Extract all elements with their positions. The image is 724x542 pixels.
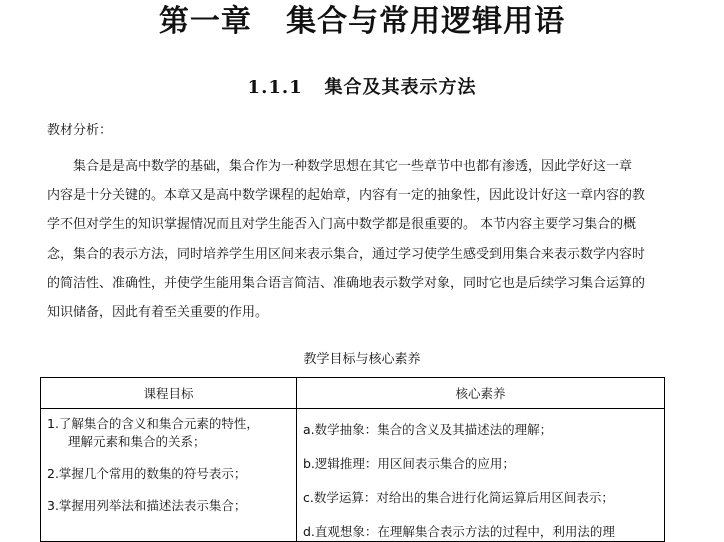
core-literacy-cell xyxy=(297,409,665,542)
paragraph-line: 集合是是高中数学的基础，集合作为一种数学思想在其它一些章节中也都有渗透，因此学好这一章 xyxy=(73,159,633,174)
goal-item-3: 3.掌握用列举法和描述法表示集合； xyxy=(47,498,247,513)
column-header-core-literacy: 核心素养 xyxy=(297,378,665,409)
goal-item-1-line1: 1.了解集合的含义和集合元素的特性， xyxy=(47,416,259,431)
literacy-item-c: c.数学运算：对给出的集合进行化简运算后用区间表示； xyxy=(303,490,614,505)
course-goals-cell xyxy=(41,409,297,542)
table-row xyxy=(41,409,665,542)
paragraph-line: 念，集合的表示方法，同时培养学生用区间来表示集合，通过学习使学生感受到用集合来表示数学内容时 xyxy=(47,246,646,262)
table-caption: 教学目标与核心素养 xyxy=(303,352,421,367)
paragraph-line: 内容是十分关键的。本章又是高中数学课程的起始章，内容有一定的抽象性，因此设计好这一章内容的教 xyxy=(47,188,646,204)
analysis-paragraph xyxy=(47,152,707,327)
chapter-title: 第一章 集合与常用逻辑用语 xyxy=(158,4,566,39)
section-title: 1.1.1 集合及其表示方法 xyxy=(247,77,477,98)
paragraph-line: 学不但对学生的知识掌握情况而且对学生能否入门高中数学都是很重要的。 本节内容主要学习集合的概 xyxy=(47,217,637,233)
analysis-label: 教材分析： xyxy=(47,123,113,138)
paragraph-line: 的简洁性、准确性，并使学生能用集合语言简洁、准确地表示数学对象，同时它也是后续学习集合运算的 xyxy=(47,275,646,291)
literacy-item-a: a.数学抽象：集合的含义及其描述法的理解； xyxy=(303,422,553,437)
literacy-item-d: d.直观想象：在理解集合表示方法的过程中，利用法的理 xyxy=(303,524,615,539)
column-header-course-goals: 课程目标 xyxy=(41,378,297,409)
goals-table xyxy=(40,377,665,542)
table-header-row xyxy=(41,378,665,409)
literacy-item-b: b.逻辑推理：用区间表示集合的应用； xyxy=(303,456,515,471)
goal-item-2: 2.掌握几个常用的数集的符号表示； xyxy=(47,466,247,481)
goal-item-1-line2: 理解元素和集合的关系； xyxy=(68,434,206,449)
paragraph-line: 知识储备，因此有着至关重要的作用。 xyxy=(47,305,269,321)
